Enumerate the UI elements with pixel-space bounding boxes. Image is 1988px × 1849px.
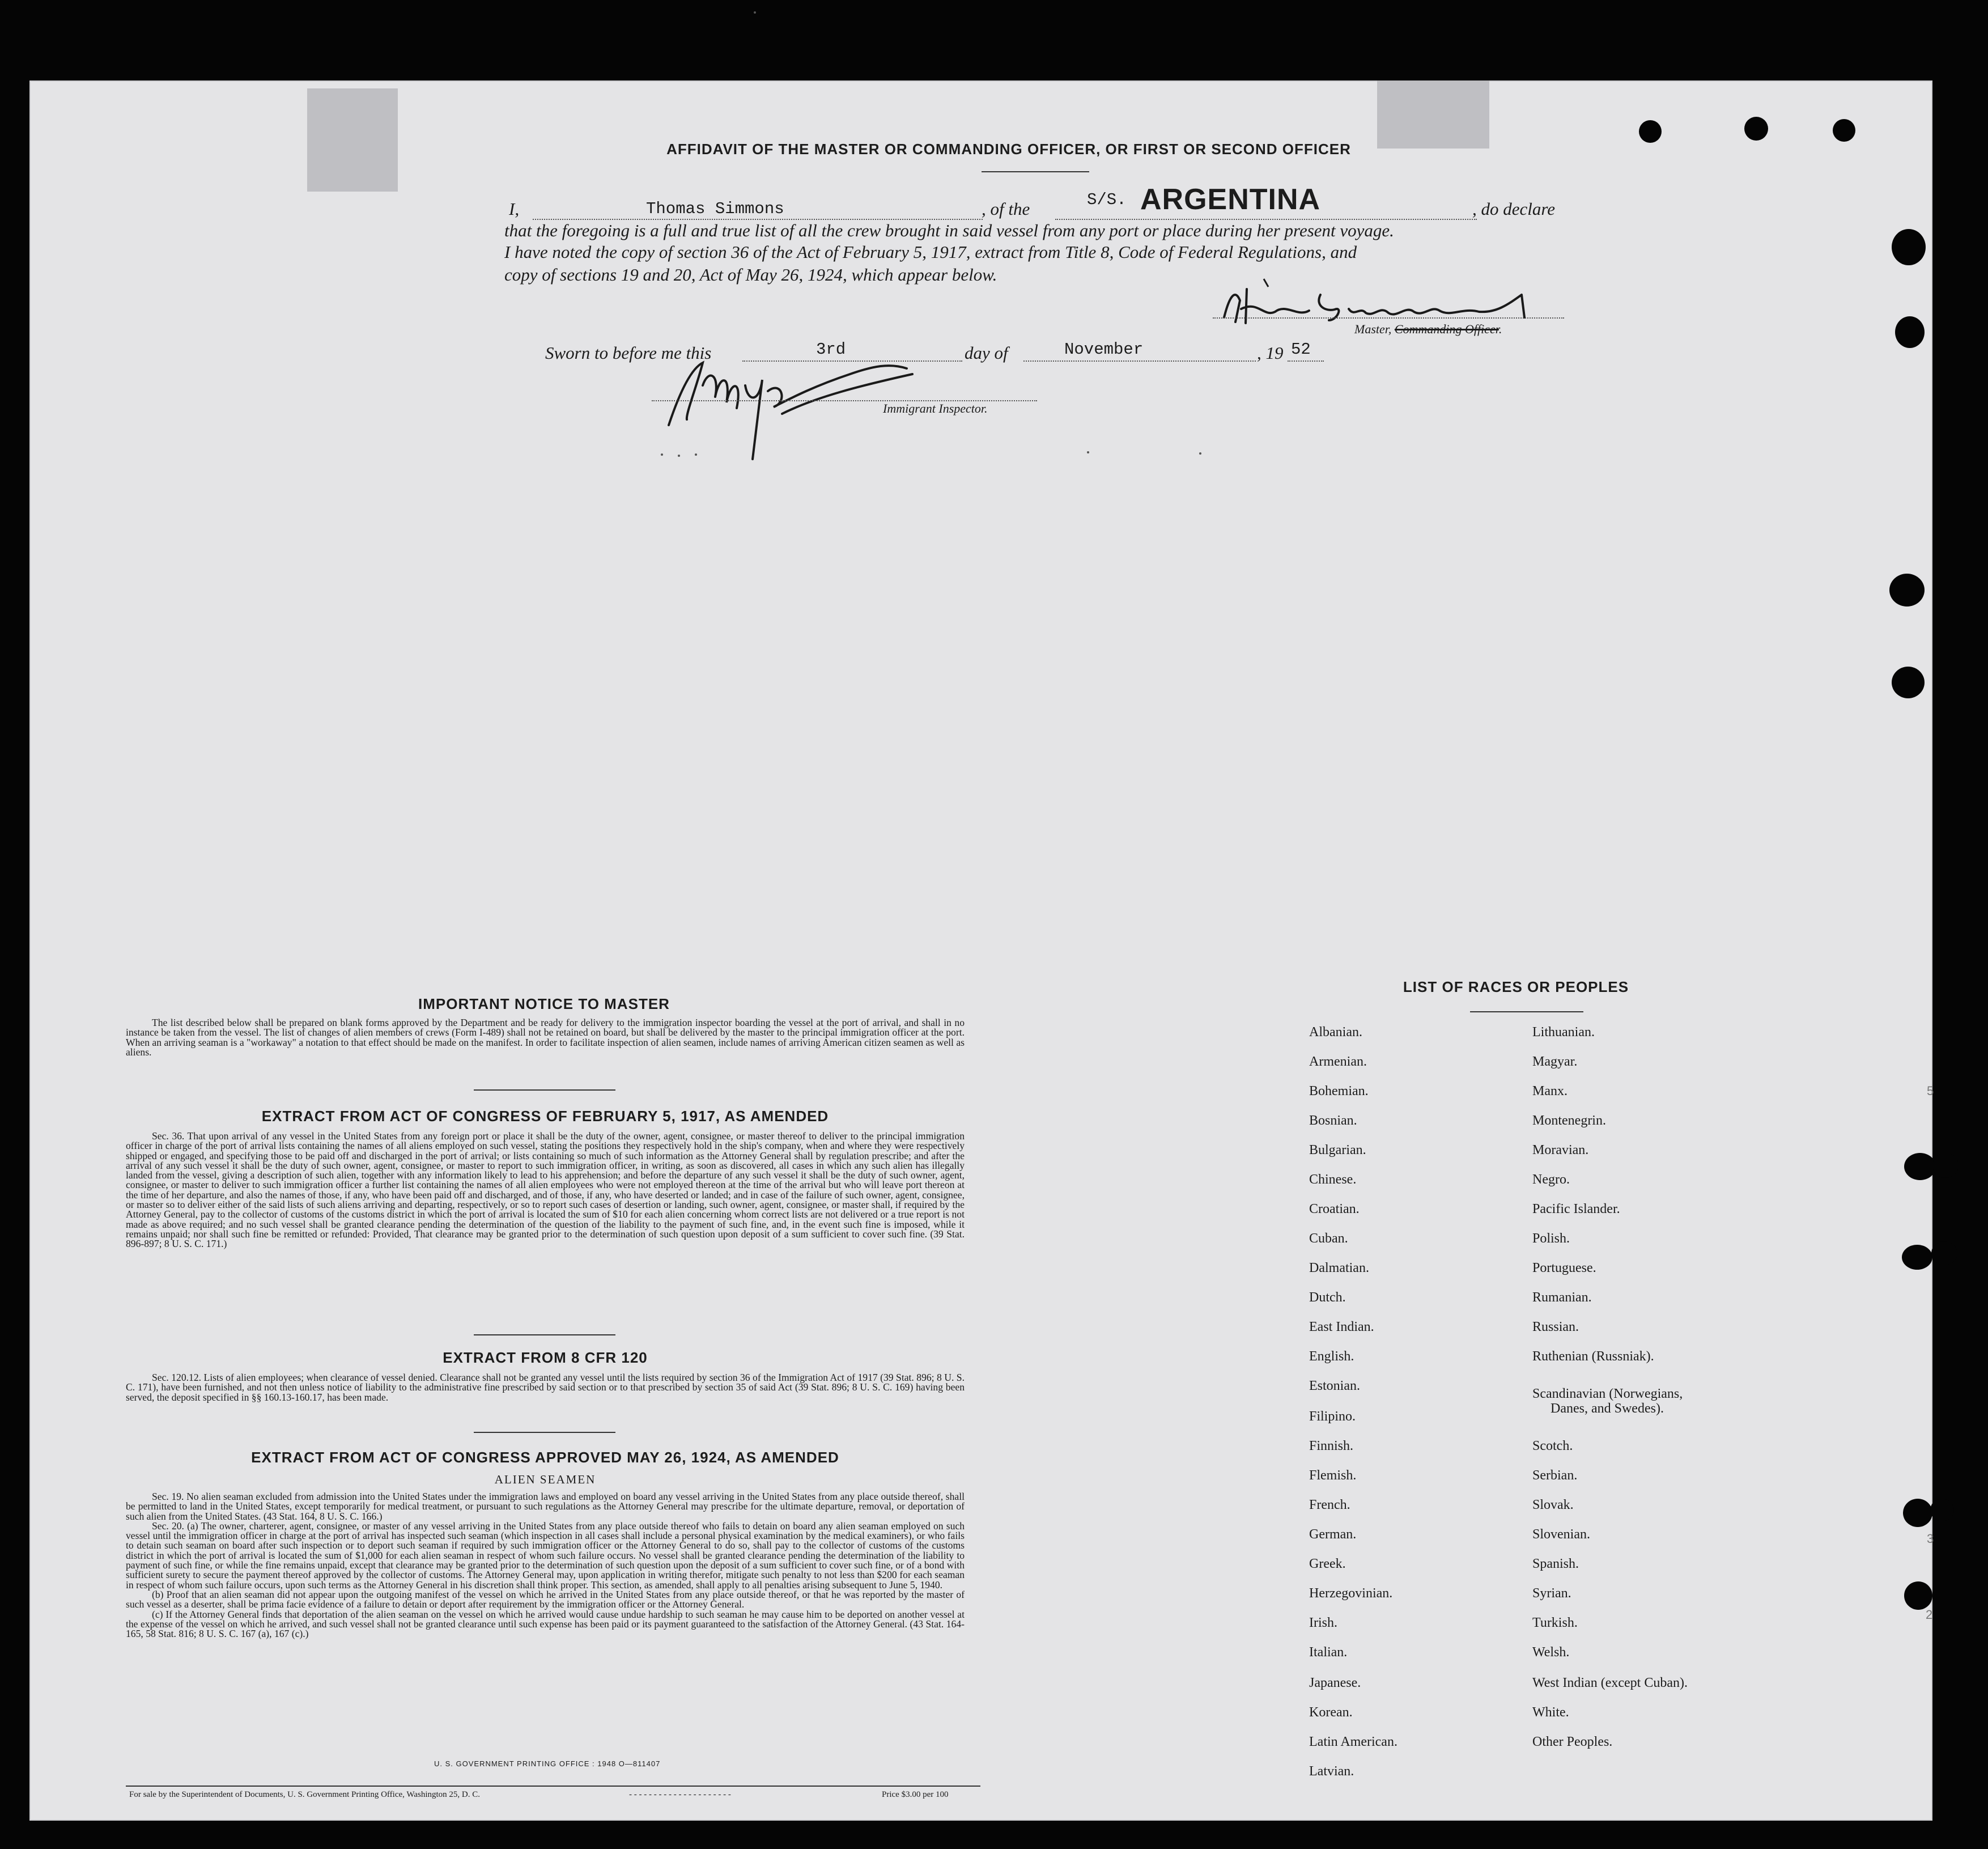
punch-hole [1931, 1241, 1957, 1265]
extract-1924-subtitle: ALIEN SEAMEN [494, 1473, 596, 1486]
year-prefix: , 19 [1257, 343, 1284, 363]
extract-1917-text: Sec. 36. That upon arrival of any vessel in the United States from any foreign port or place it shall be the duty of the owner, agent, consignee, or master thereof to deliver to the principal immigration officer in charge of the port of arrival lists containing the names of all aliens employed on such vessel, stating the positions they respectively hold in the ship's company, when and where they were respectively shipped or engaged, and specifying those to be paid off and discharged in the port of arrival; or lists containing so much of such information as the Attorney General shall by regulation prescribe; and after the arrival of any such vessel it shall be the duty of such owner, agent, consignee, or master to report to such immigration officer, in writing, as soon as discovered, all cases in which any such alien has illegally landed from the vessel, giving a description of such alien, together with any information likely to lead to his apprehension; and before the departure of any such vessel it shall be the duty of such owner, agent, consignee, or master to deliver to such immigration officer a further list containing the names of all alien employees who were not employed thereon at the time of the arrival but who will leave port thereon at the time of her departure, and also the names of those, if any, who have been paid off and discharged, and of those, if any, who have deserted or landed; and in case of the failure of such owner, agent, consignee, or master so to deliver either of the said lists of such aliens arriving and departing, respectively, or so to report such cases of desertion or landing, such owner, agent, consignee, or master shall, if required by the Attorney General, pay to the collector of customs of the customs district in which the port of arrival is located the sum of $10 for each alien concerning whom correct lists are not delivered or a true report is not made as above required; and no such vessel shall be granted clearance pending the determination of the question of the liability to the payment of such fine, and, in the event such fine is imposed, while it remains unpaid; nor shall such fine be remitted or refunded: Provided, That clearance may be granted prior to the determination of such question upon deposit of a sum sufficient to cover such fine. (39 Stat. 896-897; 8 U. S. C. 171.) [126, 1130, 965, 1250]
tape-mark-right [1377, 80, 1489, 149]
extract-1924-title: EXTRACT FROM ACT OF CONGRESS APPROVED MAY 26, 1924, AS AMENDED [251, 1449, 839, 1466]
sworn-month-line [1023, 361, 1256, 362]
punch-hole [1895, 316, 1925, 348]
race-item: Latvian. [1309, 1764, 1354, 1779]
race-item: Bulgarian. [1309, 1143, 1366, 1157]
races-title: LIST OF RACES OR PEOPLES [1403, 978, 1629, 995]
race-item: Moravian. [1532, 1143, 1589, 1157]
speck [695, 453, 697, 456]
speck [678, 455, 680, 457]
race-item: Latin American. [1309, 1735, 1397, 1749]
race-item: Serbian. [1532, 1468, 1578, 1483]
race-item: Dutch. [1309, 1290, 1346, 1305]
race-item: Portuguese. [1532, 1261, 1596, 1275]
race-item: Herzegovinian. [1309, 1586, 1393, 1601]
race-item: Syrian. [1532, 1586, 1571, 1601]
race-item: Turkish. [1532, 1615, 1578, 1630]
footer-price: Price $3.00 per 100 [882, 1790, 949, 1799]
speck [661, 453, 663, 456]
race-item: Japanese. [1309, 1676, 1361, 1690]
race-item: Other Peoples. [1532, 1735, 1613, 1749]
race-item: Italian. [1309, 1645, 1348, 1660]
race-item: Spanish. [1532, 1557, 1579, 1571]
race-item: Scandinavian (Norwegians, [1532, 1386, 1683, 1401]
speck [754, 11, 756, 14]
race-item: Welsh. [1532, 1645, 1570, 1660]
day-of-label: day of [965, 343, 1008, 363]
extract-1924-text [126, 1492, 965, 1639]
race-item: Slovenian. [1532, 1527, 1590, 1542]
notice-text: The list described below shall be prepared on blank forms approved by the Department and be ready for delivery to the immigration inspector boarding the vessel at the port of arrival, and shall in no instance be taken from the vessel. The list of changes of alien members of crews (Form I-489) shall not be retained on board, but shall be delivered by the master to the principal immigration officer at the port. When an arriving seaman is a "workaway" a notation to that effect should be made on the manifest. In order to facilitate inspection of alien seamen, include names of arriving American citizen seamen as well as aliens. [126, 1017, 965, 1058]
race-item: Dalmatian. [1309, 1261, 1369, 1275]
notice-title: IMPORTANT NOTICE TO MASTER [418, 995, 670, 1012]
footer-dots: - - - - - - - - - - - - - - - - - - - - - [629, 1790, 731, 1799]
race-item: Croatian. [1309, 1202, 1360, 1216]
punch-hole [1833, 119, 1855, 142]
speck [1199, 452, 1201, 455]
gpo-imprint: U. S. GOVERNMENT PRINTING OFFICE : 1948 O—811407 [434, 1759, 661, 1768]
race-item: White. [1532, 1705, 1569, 1720]
master-label-text: Master, [1354, 322, 1392, 336]
punch-hole [1904, 1153, 1936, 1180]
extract-cfr-text: Sec. 120.12. Lists of alien employees; when clearance of vessel denied. Clearance shall not be granted any vessel until the lists required by section 36 of the Immigration Act of 1917 (39 Stat. 896; 8 U. S. C. 171), have been furnished, and not then unless notice of liability to the administrative fine prescribed by said section or to that prescribed by section 35 of said Act (39 Stat. 896; 8 U. S. C. 169) having been served, the deposit specified in §§ 160.13-160.17, has been made. [126, 1372, 965, 1403]
race-item: Bohemian. [1309, 1084, 1369, 1099]
master-struck-text: Commanding Officer [1394, 322, 1499, 336]
edge-mark: 2 [1926, 1608, 1933, 1622]
decl-i: I, [509, 199, 520, 219]
extract-cfr-title: EXTRACT FROM 8 CFR 120 [443, 1349, 648, 1366]
race-item: Slovak. [1532, 1498, 1574, 1512]
race-item: English. [1309, 1349, 1354, 1364]
sec-20a-text: Sec. 20. (a) The owner, charterer, agent, consignee, or master of any vessel arriving in the United States from any place outside thereof who fails to detain on board any alien seaman employed on such vessel until the immigration officer in charge at the port of arrival has inspected such seaman (which inspection in all cases shall include a personal physical examination by the medical examiners), or who fails to detain such seaman on board after such inspection or to deport such seaman if required by such immigration officer or the Attorney General to do so, shall pay to the collector of customs of the customs district in which the port of arrival is located the sum of $1,000 for each alien seaman in respect of whom such failure occurs. No vessel shall be granted clearance pending the determination of the liability to payment of such fine, or while the fine remains unpaid, except that clearance may be granted prior to the determination of such question upon the deposit of a sum sufficient to cover such fine, or of a bond with sufficient surety to secure the payment thereof approved by the collector of customs. The Attorney General may, upon application in writing therefor, mitigate such penalty to not less than $200 for each seaman in respect of whom such failure occurs, upon such terms as the Attorney General in his discretion shall think proper. This section, as amended, shall apply to all penalties arising subsequent to June 5, 1940. [126, 1520, 965, 1591]
race-item: Montenegrin. [1532, 1113, 1606, 1128]
extract-cfr-rule [474, 1432, 615, 1433]
race-item: German. [1309, 1527, 1357, 1542]
punch-hole [1892, 229, 1926, 265]
race-item: Chinese. [1309, 1172, 1357, 1187]
race-item: Albanian. [1309, 1025, 1362, 1040]
race-item: East Indian. [1309, 1320, 1374, 1334]
year-line [1288, 361, 1324, 362]
sec-20c-text: (c) If the Attorney General finds that deportation of the alien seaman on the vessel on which he arrived would cause undue hardship to such seaman he may cause him to be deported on another vessel at the expense of the vessel on which he arrived, and such vessel shall not be granted clearance until such expense has been paid or its payment guaranteed to the satisfaction of the Attorney General. (43 Stat. 164-165, 58 Stat. 816; 8 U. S. C. 167 (a), 167 (c).) [126, 1608, 965, 1640]
edge-mark: 5 [1927, 1084, 1934, 1098]
race-item: Estonian. [1309, 1379, 1360, 1393]
race-item: Rumanian. [1532, 1290, 1592, 1305]
race-item: Filipino. [1309, 1409, 1356, 1424]
race-item: Negro. [1532, 1172, 1570, 1187]
master-signature-line [1213, 317, 1564, 319]
race-item: Bosnian. [1309, 1113, 1357, 1128]
race-item: Armenian. [1309, 1054, 1367, 1069]
race-item: Scotch. [1532, 1439, 1573, 1453]
sworn-label: Sworn to before me this [545, 343, 712, 363]
race-item: Irish. [1309, 1615, 1337, 1630]
punch-hole [1930, 1499, 1954, 1521]
race-item: Finnish. [1309, 1439, 1354, 1453]
race-item: Korean. [1309, 1705, 1353, 1720]
races-rule [1470, 1011, 1583, 1012]
edge-mark: 3 [1927, 1532, 1934, 1546]
race-item: Manx. [1532, 1084, 1568, 1099]
race-item: French. [1309, 1498, 1350, 1512]
race-item: Greek. [1309, 1557, 1346, 1571]
race-item: Cuban. [1309, 1231, 1348, 1246]
affidavit-title: AFFIDAVIT OF THE MASTER OR COMMANDING OFFICER, OR FIRST OR SECOND OFFICER [666, 141, 1351, 158]
punch-hole [1902, 1245, 1932, 1270]
master-label [1354, 322, 1502, 337]
tape-mark-left [307, 88, 398, 192]
decl-of-the: , of the [982, 199, 1030, 219]
inspector-label: Immigrant Inspector. [883, 401, 988, 415]
race-item: Pacific Islander. [1532, 1202, 1620, 1216]
punch-hole [1903, 1499, 1932, 1527]
decl-line-3: I have noted the copy of section 36 of the Act of February 5, 1917, extract from Title 8, Code of Federal Regulations, and [504, 242, 1357, 262]
year-suffix-value: 52 [1291, 340, 1311, 359]
ship-name-value: ARGENTINA [1140, 183, 1321, 216]
sec-19-text: Sec. 19. No alien seaman excluded from admission into the United States under the immigration laws and employed on board any vessel arriving in the United States from any place outside thereof, shall be permitted to land in the United States, except temporarily for medical treatment, or pursuant to such regulations as the Attorney General may prescribe for the ultimate departure, removal, or deportation of such alien from the United States. (43 Stat. 164, 8 U. S. C. 166.) [126, 1491, 965, 1522]
master-name-value: Thomas Simmons [646, 200, 784, 218]
race-item: Polish. [1532, 1231, 1570, 1246]
punch-hole [1639, 120, 1662, 143]
speck [1087, 451, 1089, 453]
title-underline [982, 171, 1089, 172]
punch-hole [1889, 574, 1925, 607]
decl-do-declare: , do declare [1472, 199, 1556, 219]
race-item: Danes, and Swedes). [1551, 1401, 1664, 1416]
footer-sale-text: For sale by the Superintendent of Documents, U. S. Government Printing Office, Washington 25, D. C. [129, 1790, 480, 1799]
race-item: Flemish. [1309, 1468, 1357, 1483]
ship-prefix: S/S. [1087, 190, 1127, 209]
master-label-tail: . [1498, 322, 1502, 336]
sec-20b-text: (b) Proof that an alien seaman did not appear upon the outgoing manifest of the vessel on which he arrived in the United States from any place outside thereof, or that he was reported by the master of such vessel as a deserter, shall be prima facie evidence of a failure to detain or deport after requirement by the immigration officer or the Attorney General. [126, 1588, 965, 1610]
notice-rule [474, 1089, 615, 1091]
footer-rule [126, 1786, 980, 1787]
decl-line-4: copy of sections 19 and 20, Act of May 26, 1924, which appear below. [504, 265, 997, 285]
race-item: Russian. [1532, 1320, 1579, 1334]
sworn-day-value: 3rd [816, 340, 846, 359]
punch-hole [1904, 1581, 1932, 1610]
race-item: Lithuanian. [1532, 1025, 1595, 1040]
sworn-month-value: November [1064, 340, 1144, 359]
race-item: Magyar. [1532, 1054, 1578, 1069]
decl-line-2: that the foregoing is a full and true list of all the crew brought in said vessel from any port or place during her present voyage. [504, 220, 1394, 240]
punch-hole [1892, 667, 1925, 698]
punch-hole [1744, 117, 1768, 141]
extract-1917-title: EXTRACT FROM ACT OF CONGRESS OF FEBRUARY 5, 1917, AS AMENDED [261, 1108, 829, 1125]
race-item: West Indian (except Cuban). [1532, 1676, 1688, 1690]
punch-hole [1932, 1153, 1959, 1178]
extract-1917-rule [474, 1334, 615, 1335]
race-item: Ruthenian (Russniak). [1532, 1349, 1654, 1364]
